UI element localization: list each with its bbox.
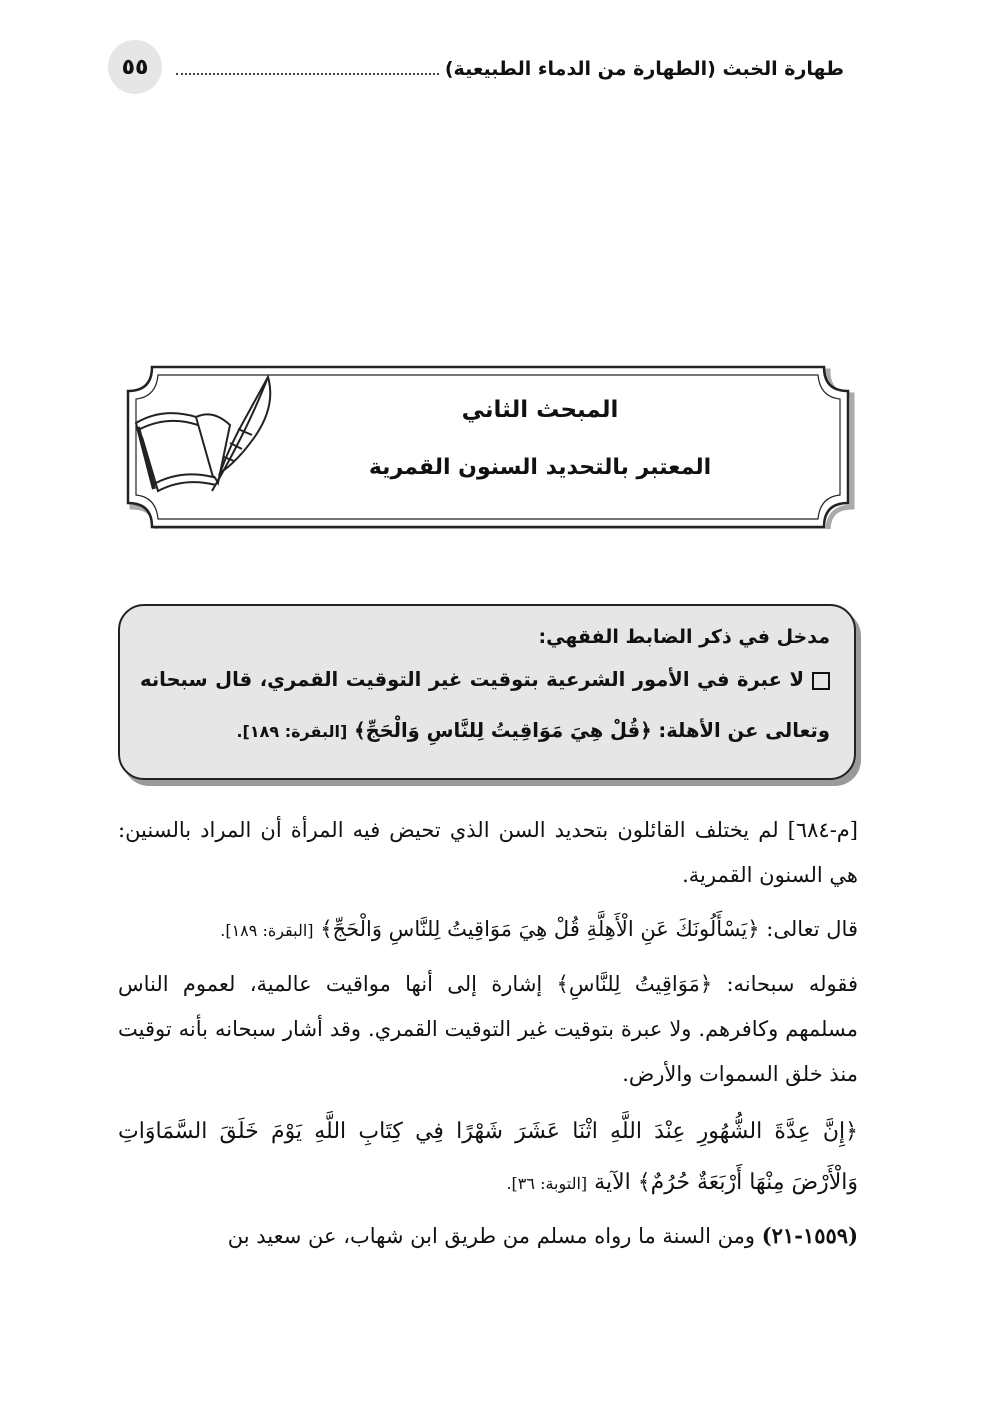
paragraph-2	[118, 907, 858, 953]
rule-reference: [البقرة: ١٨٩].	[236, 722, 348, 741]
square-bullet-icon	[812, 672, 830, 690]
rule-heading: مدخل في ذكر الضابط الفقهي:	[538, 626, 830, 648]
main-text	[118, 808, 858, 1268]
rule-text	[140, 654, 830, 757]
quran-verse-2-text: ﴿إِنَّ عِدَّةَ الشُّهُورِ عِنْدَ اللَّهِ اثْنَا عَشَرَ شَهْرًا فِي كِتَابِ اللَّهِ يَوْمَ خَلَقَ السَّمَاوَاتِ وَالْأَرْضَ مِنْهَا أَرْبَعَةٌ حُرُمٌ﴾ الآية	[118, 1119, 858, 1195]
paragraph-1: [م-٦٨٤] لم يختلف القائلون بتحديد السن الذي تحيض فيه المرأة أن المراد بالسنين: هي السنون القمرية.	[118, 818, 858, 887]
rule-statement: لا عبرة في الأمور الشرعية بتوقيت غير التوقيت القمري، قال سبحانه وتعالى عن الأهلة: ﴿قُلْ هِيَ مَوَاقِيتُ لِلنَّاسِ وَالْحَجِّ﴾	[140, 668, 830, 742]
paragraph-3: فقوله سبحانه: ﴿مَوَاقِيتُ لِلنَّاسِ﴾ إشارة إلى أنها مواقيت عالمية، لعموم الناس مسلمهم وكافرهم. ولا عبرة بتوقيت غير التوقيت القمري. وقد أشار سبحانه بأنه توقيت منذ خلق السموات والأرض.	[118, 972, 858, 1086]
header-dotted-leader	[176, 73, 439, 75]
quran-verse-2	[118, 1106, 858, 1209]
section-title: المبحث الثاني	[461, 397, 619, 423]
hadith-intro: ومن السنة ما رواه مسلم من طريق ابن شهاب، عن سعيد بن	[227, 1224, 756, 1248]
running-header	[176, 52, 844, 86]
running-title: طهارة الخبث (الطهارة من الدماء الطبيعية)	[444, 58, 844, 80]
fiqh-rule-box	[118, 604, 856, 780]
quran-verse-1: قال تعالى: ﴿يَسْأَلُونَكَ عَنِ الْأَهِلَّةِ قُلْ هِيَ مَوَاقِيتُ لِلنَّاسِ وَالْحَجِّ﴾	[320, 917, 858, 941]
verse-1-reference: [البقرة: ١٨٩].	[220, 921, 314, 940]
paragraph-5	[118, 1213, 858, 1259]
verse-2-reference: [التوبة: ٣٦].	[506, 1174, 588, 1193]
hadith-number: (١٥٥٩-٢١)	[761, 1223, 858, 1248]
section-heading-block	[300, 388, 780, 488]
page-number: ٥٥	[108, 40, 162, 94]
section-subtitle: المعتبر بالتحديد السنون القمرية	[368, 455, 712, 480]
